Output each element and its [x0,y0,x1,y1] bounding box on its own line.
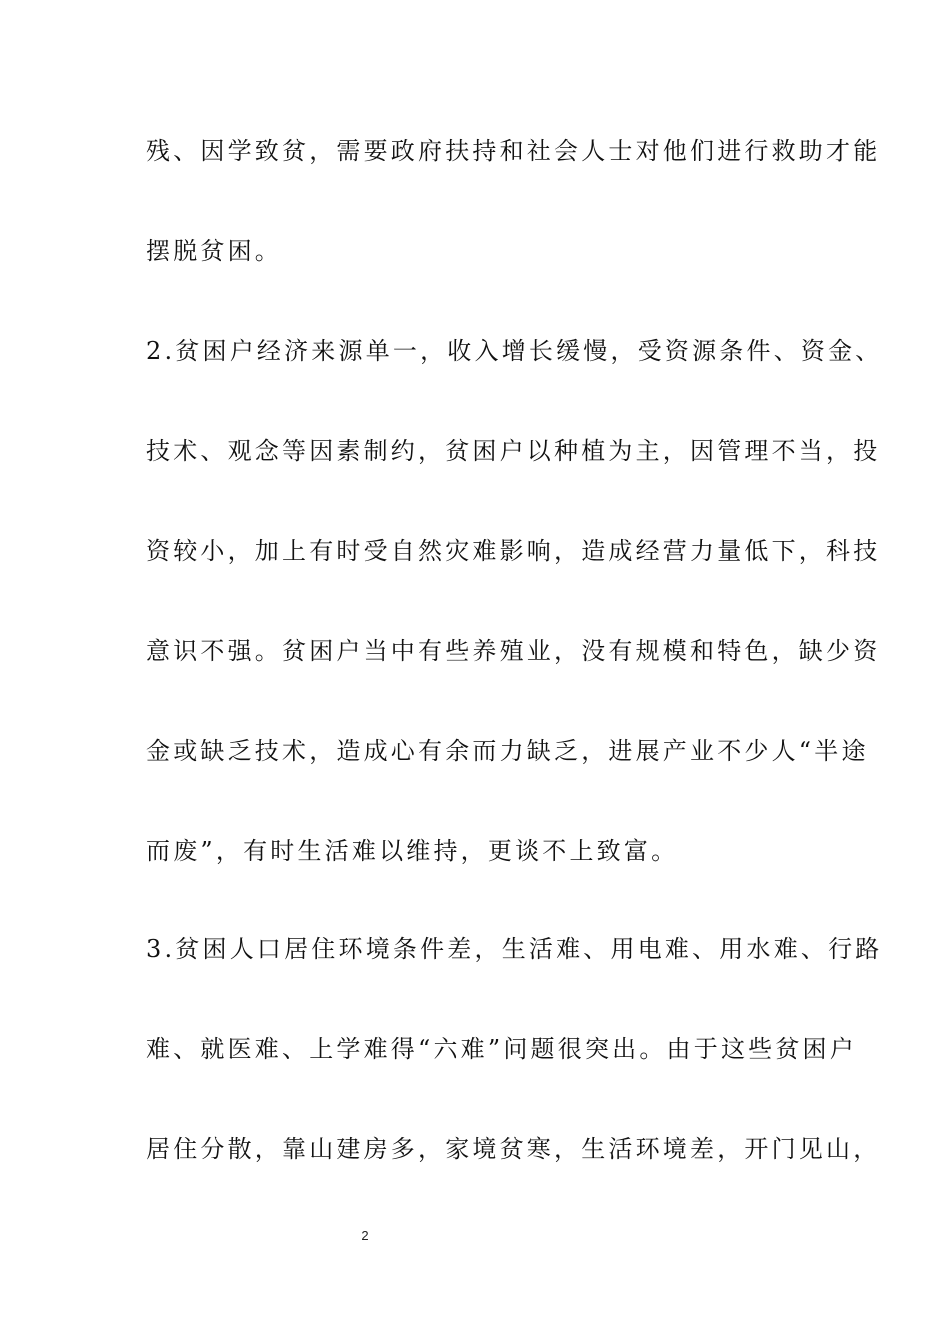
text-line: 意识不强。贫困户当中有些养殖业，没有规模和特色，缺少资 [146,637,881,665]
text-line: 摆脱贫困。 [146,237,282,265]
text-line: 金或缺乏技术，造成心有余而力缺乏，进展产业不少人“半途 [146,737,869,765]
text-line: 残、因学致贫，需要政府扶持和社会人士对他们进行救助才能 [146,137,881,165]
text-line: 居住分散，靠山建房多，家境贫寒，生活环境差，开门见山， [146,1135,881,1163]
text-line: 而废”，有时生活难以维持，更谈不上致富。 [146,837,679,865]
page-number: 2 [361,1228,369,1243]
text-line: 技术、观念等因素制约，贫困户以种植为主，因管理不当，投 [146,437,881,465]
text-line: 3.贫困人口居住环境条件差，生活难、用电难、用水难、行路 [146,935,883,963]
text-line: 2.贫困户经济来源单一，收入增长缓慢，受资源条件、资金、 [146,337,883,365]
text-line: 难、就医难、上学难得“六难”问题很突出。由于这些贫困户 [146,1035,857,1063]
text-line: 资较小，加上有时受自然灾难影响，造成经营力量低下，科技 [146,537,881,565]
